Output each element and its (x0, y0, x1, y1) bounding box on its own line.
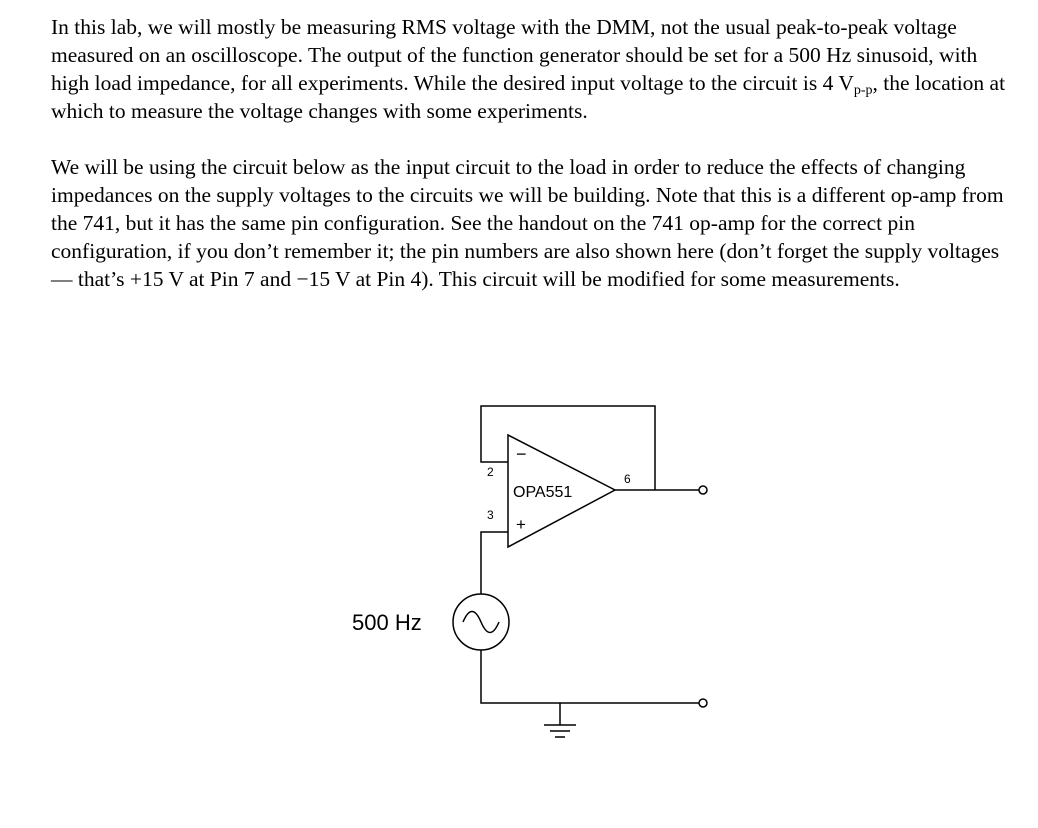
pin-2-label: 2 (487, 465, 494, 479)
ground-icon (544, 725, 576, 737)
ground-terminal (699, 699, 707, 707)
vpp-subscript: p-p (853, 83, 873, 98)
source-frequency-label: 500 Hz (352, 610, 422, 635)
plus-sign: + (516, 515, 526, 534)
minus-sign: − (516, 444, 527, 464)
input-wire (481, 532, 508, 594)
paragraph-intro-tail: , the location at which to measure the voltage changes with some experiments. (51, 71, 1006, 123)
paragraph-circuit: We will be using the circuit below as the input circuit to the load in order to reduce the effects of changing impedances on the supply voltages to the circuits we will be building. Note that this is a different op-amp from the 741, but it has the same pin configuration. See the handout on the 741 op-amp for the correct pin configuration, if you don’t remember it; the pin numbers are also shown here (don’t forget the supply voltages — that’s +15 V at Pin 7 and −15 V at Pin 4). This circuit will be modified for some measurements. (51, 155, 1004, 291)
opamp-label: OPA551 (513, 484, 573, 501)
paragraph-intro-text: In this lab, we will mostly be measuring RMS voltage with the DMM, not the usual peak-to-peak voltage measured on an oscilloscope. The output of the function generator should be set for a 500 Hz sinusoid, with high load impedance, for all experiments. While the desired input voltage to the circuit is 4 V (51, 15, 978, 95)
pin-3-label: 3 (487, 508, 494, 522)
ground-rail-wire (481, 650, 699, 703)
output-terminal (699, 486, 707, 494)
pin-6-label: 6 (624, 472, 631, 486)
